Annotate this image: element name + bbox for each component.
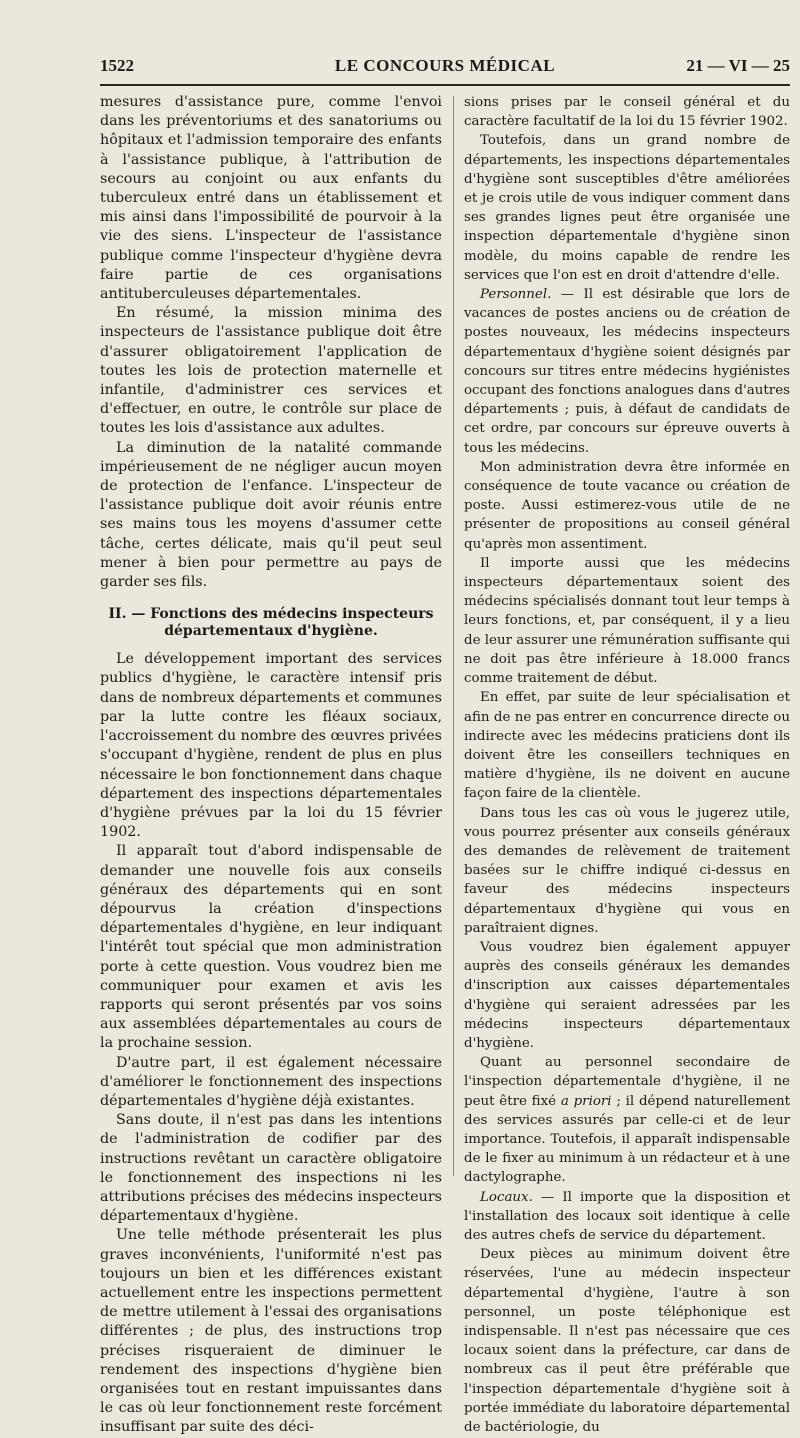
right-column xyxy=(464,93,791,1436)
section-heading: II. — Fonctions des médecins inspecteurs départementaux d'hygiène. xyxy=(108,606,434,640)
italic-phrase: a priori xyxy=(560,1093,612,1109)
journal-title: LE CONCOURS MÉDICAL xyxy=(334,56,556,75)
paragraph: La diminution de la natalité commande impérieusement de ne négliger aucun moyen de protection de l'enfance. L'inspecteur de l'assistance publique doit avoir réunis entre ses mains tous les moyens d'assumer cette tâche, certes délicate, mais qu'il peut seul mener à bien pour permettre au pays de garder ses fils. xyxy=(100,439,442,591)
issue-date: 21 — VI — 25 xyxy=(686,56,790,75)
column-divider xyxy=(453,96,454,1176)
paragraph xyxy=(464,285,790,458)
paragraph: mesures d'assistance pure, comme l'envoi dans les préventoriums et des sanatoriums ou hôpitaux et l'admission temporaire des enfants à l'assistance publique, à l'attribution de secours au conjoint ou aux enfants du tuberculeux entré dans un établissement et mis ainsi dans l'impossibilité de pourvoir à la vie des siens. L'inspecteur de l'assistance publique comme l'inspecteur d'hygiène devra faire partie de ces organisations antituberculeuses départementales. xyxy=(100,94,442,303)
paragraph: Il apparaît tout d'abord indispensable de demander une nouvelle fois aux conseils généraux des départements qui en sont dépourvus la création d'inspections départementales d'hygiène, en leur indiquant l'intérêt tout spécial que mon administration porte à cette question. Vous voudrez bien me communiquer pour examen et avis les rapports qui seront présentés par vos soins aux assemblées départementales au cours de la prochaine session. xyxy=(100,843,442,1052)
paragraph-text: Quant au personnel secondaire de l'inspection départementale d'hygiène, il ne peut être fixé xyxy=(464,1055,790,1109)
paragraph-text: ; il dépend naturellement des services assurés par celle-ci et de leur importance. Toutefois, il apparaît indispensable de le fixer au minimum à un rédacteur et à une dactylographe. xyxy=(464,1093,790,1186)
paragraph: Vous voudrez bien également appuyer auprès des conseils généraux les demandes d'inscription aux caisses départementales d'hygiène qui seraient adressées par les médecins inspecteurs départementaux d'hygiène. xyxy=(464,939,790,1051)
paragraph-text: — Il importe que la disposition et l'installation des locaux soit identique à celle des autres chefs de service du département. xyxy=(464,1189,790,1243)
subsection-label: Personnel. xyxy=(480,287,552,303)
paragraph: Sans doute, il n'est pas dans les intentions de l'administration de codifier par des instructions revêtant un caractère obligatoire le fonctionnement des inspections ni les attributions précises des médecins inspecteurs départementaux d'hygiène. xyxy=(100,1112,442,1225)
page-number: 1522 xyxy=(100,56,134,75)
paragraph xyxy=(464,1188,790,1246)
left-column xyxy=(100,93,442,1436)
paragraph: En effet, par suite de leur spécialisation et afin de ne pas entrer en concurrence directe ou indirecte avec les médecins praticiens dont ils doivent être les conseillers techniques en matière d'hygiène, ils ne doivent en aucune façon faire de la clientèle. xyxy=(464,690,790,802)
paragraph: Toutefois, dans un grand nombre de départements, les inspections départementales d'hygiène sont susceptibles d'être améliorées et je crois utile de vous indiquer comment dans ses grandes lignes peut être organisée une inspection départementale d'hygiène sinon modèle, du moins capable de rendre les services que l'on est en droit d'attendre d'elle. xyxy=(464,133,790,283)
paragraph: Une telle méthode présenterait les plus graves inconvénients, l'uniformité n'est pas toujours un bien et les différences existant actuellement entre les inspections permettent de mettre utilement à l'essai des organisations différentes ; de plus, des instructions trop précises risqueraient de diminuer le rendement des inspections d'hygiène bien organisées tout en restant impuissantes dans le cas où leur fonctionnement reste forcément insuffisant par suite des déci- xyxy=(100,1227,442,1436)
paragraph: D'autre part, il est également nécessaire d'améliorer le fonctionnement des inspections départementales d'hygiène déjà existantes. xyxy=(100,1054,442,1109)
subsection-label: Locaux. xyxy=(480,1189,533,1205)
paragraph: sions prises par le conseil général et du caractère facultatif de la loi du 15 février 1902. xyxy=(464,95,790,130)
paragraph xyxy=(464,1053,790,1187)
page-header xyxy=(100,52,790,82)
paragraph: En résumé, la mission minima des inspecteurs de l'assistance publique doit être d'assurer obligatoirement l'application de toutes les lois de protection maternelle et infantile, d'administrer ces services et d'effectuer, en outre, le contrôle sur place de toutes les lois d'assistance aux adultes. xyxy=(100,305,442,437)
paragraph: Deux pièces au minimum doivent être réservées, l'une au médecin inspecteur départemental d'hygiène, l'autre à son personnel, un poste téléphonique est indispensable. Il n'est pas nécessaire que ces locaux soient dans la préfecture, car dans de nombreux cas il peut être préférable que l'inspection départementale d'hygiène soit à portée immédiate du laboratoire départemental de bactériologie, du xyxy=(464,1247,790,1436)
paragraph: Dans tous les cas où vous le jugerez utile, vous pourrez présenter aux conseils généraux des demandes de relèvement de traitement basées sur le chiffre indiqué ci-dessus en faveur des médecins inspecteurs départementaux d'hygiène qui vous en paraîtraient dignes. xyxy=(464,805,790,936)
paragraph: Il importe aussi que les médecins inspecteurs départementaux soient des médecins spécialisés donnant tout leur temps à leurs fonctions, et, par conséquent, il y a lieu de leur assurer une rémunération suffisante qui ne doit pas être inférieure à 18.000 francs comme traitement de début. xyxy=(464,555,791,687)
paragraph: Mon administration devra être informée en conséquence de toute vacance ou création de poste. Aussi estimerez-vous utile de ne présenter de propositions au conseil général qu'après mon assentiment. xyxy=(464,459,790,552)
paragraph-text: — Il est désirable que lors de vacances de postes anciens ou de création de postes nouveaux, les médecins inspecteurs départementaux d'hygiène soient désignés par concours sur titres entre médecins hygiénistes occupant des fonctions analogues dans d'autres départements ; puis, à défaut de candidats de cet ordre, par concours sur épreuve ouverts à tous les médecins. xyxy=(464,287,790,456)
header-rule xyxy=(100,84,790,86)
paragraph: Le développement important des services publics d'hygiène, le caractère intensif pris dans de nombreux départements et communes par la lutte contre les fléaux sociaux, l'accroissement du nombre des œuvres privées s'occupant d'hygiène, rendent de plus en plus nécessaire le bon fonctionnement dans chaque département des inspections départementales d'hygiène prévues par la loi du 15 février 1902. xyxy=(100,651,442,841)
